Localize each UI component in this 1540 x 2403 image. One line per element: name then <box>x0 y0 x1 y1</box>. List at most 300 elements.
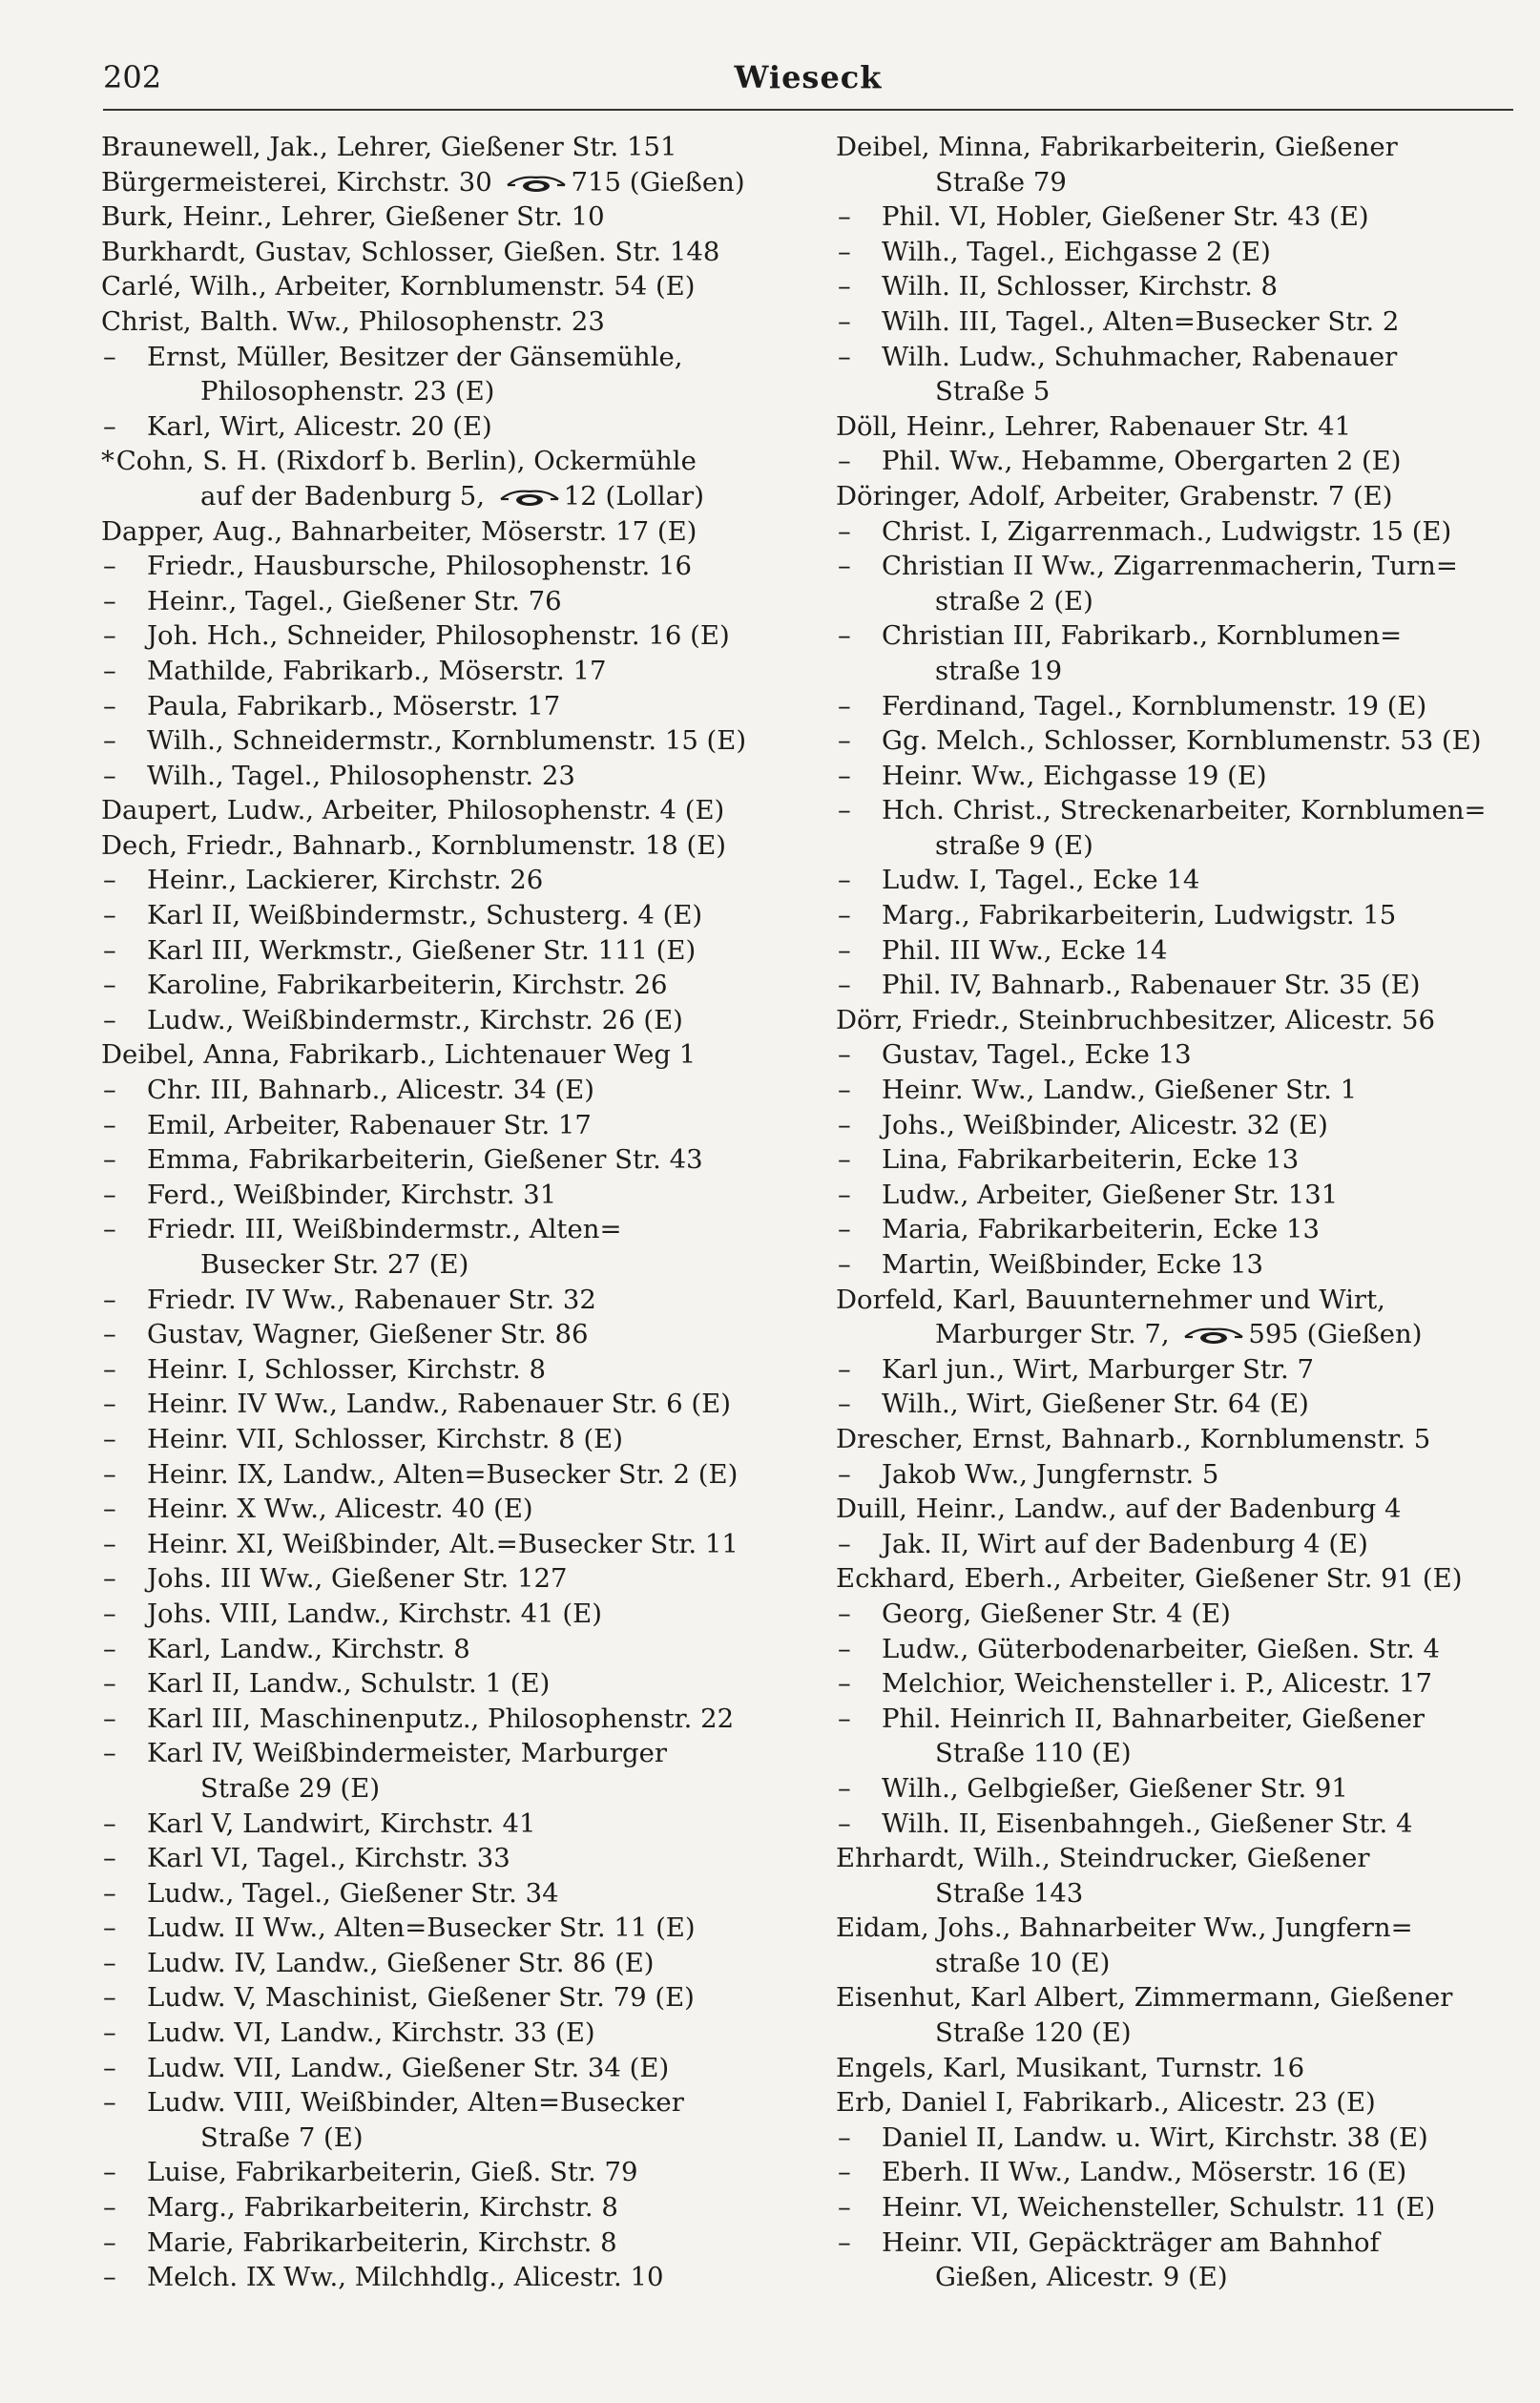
entry-line <box>836 1527 1515 1562</box>
entry-text: auf der Badenburg 5, <box>200 480 493 512</box>
entry-continuation-line <box>101 1247 784 1283</box>
entry-text: Wilh. III, Tagel., Alten=Busecker Str. 2 <box>882 305 1400 337</box>
directory-entry <box>836 479 1515 514</box>
entry-text: Ehrhardt, Wilh., Steindrucker, Gießener <box>836 1843 1370 1874</box>
entry-line <box>836 1841 1515 1876</box>
entry-text: Ernst, Müller, Besitzer der Gänsemühle, <box>147 341 683 372</box>
entry-text: Dech, Friedr., Bahnarb., Kornblumenstr. 18 (E) <box>101 829 726 861</box>
entry-continuation-line <box>836 1876 1515 1912</box>
entry-line <box>101 1702 784 1737</box>
entry-line <box>101 1422 784 1457</box>
entry-line <box>101 1807 784 1842</box>
entry-line <box>101 2085 784 2121</box>
entry-line <box>101 444 784 479</box>
directory-subentry <box>101 1212 784 1282</box>
directory-subentry <box>836 340 1515 409</box>
entry-line <box>101 1317 784 1352</box>
directory-subentry <box>101 2260 784 2295</box>
entry-text: Phil. Heinrich II, Bahnarbeiter, Gießener <box>882 1703 1426 1734</box>
entry-text: Ludw. II Ww., Alten=Busecker Str. 11 (E) <box>147 1912 696 1944</box>
entry-text: Straße 79 <box>935 166 1067 198</box>
directory-subentry <box>836 1247 1515 1283</box>
entry-line <box>836 1142 1515 1178</box>
directory-subentry <box>836 759 1515 794</box>
directory-subentry <box>101 1911 784 1946</box>
directory-subentry <box>836 689 1515 724</box>
entry-line <box>836 1561 1515 1597</box>
directory-subentry <box>101 1108 784 1143</box>
directory-entry <box>101 793 784 828</box>
directory-subentry <box>836 549 1515 618</box>
entry-line <box>836 1666 1515 1702</box>
entry-text: Lina, Fabrikarbeiterin, Ecke 13 <box>882 1144 1300 1176</box>
directory-entry <box>836 1492 1515 1527</box>
directory-subentry <box>836 1178 1515 1213</box>
entry-line <box>836 1283 1515 1318</box>
entry-line <box>101 2051 784 2086</box>
entry-line <box>836 479 1515 514</box>
entry-text: Paula, Fabrikarb., Möserstr. 17 <box>147 690 561 721</box>
entry-text: Phil. III Ww., Ecke 14 <box>882 934 1168 966</box>
directory-entry <box>101 130 784 165</box>
entry-line <box>836 863 1515 898</box>
entry-line <box>836 1807 1515 1842</box>
directory-subentry <box>101 618 784 654</box>
asterisk-marker: * <box>101 446 114 477</box>
entry-line <box>101 1492 784 1527</box>
entry-line <box>101 1387 784 1422</box>
running-title: Wieseck <box>734 59 883 95</box>
directory-subentry <box>836 793 1515 863</box>
directory-subentry <box>101 2155 784 2190</box>
directory-subentry <box>101 933 784 969</box>
directory-subentry <box>836 2225 1515 2295</box>
entry-text: Christian III, Fabrikarb., Kornblumen= <box>882 620 1403 652</box>
entry-line <box>836 444 1515 479</box>
entry-text: Chr. III, Bahnarb., Alicestr. 34 (E) <box>147 1075 594 1106</box>
entry-text: Straße 143 <box>935 1877 1084 1909</box>
entry-text: Heinr. VII, Schlosser, Kirchstr. 8 (E) <box>147 1423 623 1454</box>
directory-subentry <box>836 269 1515 304</box>
entry-continuation-line <box>836 584 1515 619</box>
entry-line <box>101 269 784 304</box>
entry-text: Straße 5 <box>935 376 1051 407</box>
entry-text: Maria, Fabrikarbeiterin, Ecke 13 <box>882 1214 1321 1245</box>
directory-subentry <box>836 618 1515 688</box>
entry-text: Straße 7 (E) <box>200 2121 364 2153</box>
entry-line <box>101 1178 784 1213</box>
directory-subentry <box>101 1561 784 1597</box>
directory-subentry <box>101 2190 784 2225</box>
entry-line <box>101 514 784 550</box>
directory-subentry <box>836 235 1515 270</box>
entry-text: Wilh., Schneidermstr., Kornblumenstr. 15 (E) <box>147 725 747 757</box>
entry-text: Emil, Arbeiter, Rabenauer Str. 17 <box>147 1109 592 1140</box>
entry-continuation-line <box>836 165 1515 200</box>
entry-text: Friedr., Hausbursche, Philosophenstr. 16 <box>147 551 692 582</box>
directory-column-left <box>101 130 784 2295</box>
directory-subentry <box>101 1317 784 1352</box>
directory-entry <box>836 1980 1515 2050</box>
entry-text: Ludw. VII, Landw., Gießener Str. 34 (E) <box>147 2052 670 2083</box>
entry-text: Johs., Weißbinder, Alicestr. 32 (E) <box>882 1109 1328 1140</box>
entry-line <box>101 340 784 375</box>
entry-line <box>101 1946 784 1981</box>
entry-text: Marie, Fabrikarbeiterin, Kirchstr. 8 <box>147 2226 617 2258</box>
entry-text: Heinr. Ww., Landw., Gießener Str. 1 <box>882 1075 1358 1106</box>
directory-entry <box>101 1037 784 1073</box>
entry-text: Gießen, Alicestr. 9 (E) <box>935 2262 1228 2293</box>
entry-text: Karl jun., Wirt, Marburger Str. 7 <box>882 1353 1314 1385</box>
entry-text: Emma, Fabrikarbeiterin, Gießener Str. 43 <box>147 1144 703 1176</box>
entry-text: Karl, Wirt, Alicestr. 20 (E) <box>147 410 492 442</box>
entry-text: Gustav, Wagner, Gießener Str. 86 <box>147 1319 589 1350</box>
entry-text: Christ. I, Zigarrenmach., Ludwigstr. 15 (E) <box>882 515 1452 547</box>
phone-number-text: 12 (Lollar) <box>563 480 704 512</box>
entry-line <box>836 1980 1515 2016</box>
directory-entry <box>101 514 784 550</box>
directory-subentry <box>101 723 784 759</box>
entry-line <box>101 1911 784 1946</box>
entry-text: straße 19 <box>935 655 1063 686</box>
entry-line <box>836 2121 1515 2156</box>
directory-subentry <box>101 1841 784 1876</box>
entry-text: Wilh., Tagel., Eichgasse 2 (E) <box>882 236 1271 267</box>
directory-subentry <box>101 1073 784 1108</box>
entry-text: Christ, Balth. Ww., Philosophenstr. 23 <box>101 305 605 337</box>
entry-text: Ludw., Güterbodenarbeiter, Gießen. Str. 4 <box>882 1633 1440 1664</box>
entry-continuation-line <box>101 374 784 409</box>
directory-subentry <box>101 1666 784 1702</box>
entry-text: Braunewell, Jak., Lehrer, Gießener Str. 151 <box>101 132 677 162</box>
directory-entry <box>836 1003 1515 1038</box>
entry-line <box>836 1178 1515 1213</box>
directory-entry <box>836 2085 1515 2121</box>
directory-subentry <box>101 1142 784 1178</box>
phone-number-text: 595 (Gießen) <box>1248 1319 1423 1350</box>
entry-text: Heinr., Lackierer, Kirchstr. 26 <box>147 865 544 896</box>
entry-text: Heinr. IV Ww., Landw., Rabenauer Str. 6 (E) <box>147 1389 731 1420</box>
directory-subentry <box>101 1387 784 1422</box>
entry-text: Eisenhut, Karl Albert, Zimmermann, Gießener <box>836 1982 1453 2014</box>
directory-subentry <box>101 1492 784 1527</box>
directory-entry <box>836 1422 1515 1457</box>
directory-subentry <box>836 723 1515 759</box>
directory-subentry <box>101 409 784 445</box>
directory-subentry <box>101 1980 784 2016</box>
directory-subentry <box>836 933 1515 969</box>
entry-text: Gustav, Tagel., Ecke 13 <box>882 1039 1192 1071</box>
entry-line <box>101 933 784 969</box>
entry-line <box>101 2260 784 2295</box>
entry-text: Wilh., Gelbgießer, Gießener Str. 91 <box>882 1772 1348 1804</box>
directory-subentry <box>101 1527 784 1562</box>
directory-subentry <box>101 1283 784 1318</box>
entry-text: Döll, Heinr., Lehrer, Rabenauer Str. 41 <box>836 410 1352 442</box>
entry-text: Straße 29 (E) <box>200 1772 381 1804</box>
page-header <box>103 55 1513 111</box>
entry-line <box>101 2225 784 2261</box>
entry-line <box>836 409 1515 445</box>
entry-line <box>101 618 784 654</box>
entry-line <box>101 1632 784 1667</box>
directory-subentry <box>836 1702 1515 1771</box>
entry-text: Jak. II, Wirt auf der Badenburg 4 (E) <box>882 1528 1368 1559</box>
entry-text: Deibel, Anna, Fabrikarb., Lichtenauer Weg 1 <box>101 1039 697 1071</box>
entry-continuation-line <box>101 479 784 514</box>
entry-line <box>836 1457 1515 1493</box>
entry-line <box>101 1666 784 1702</box>
directory-subentry <box>836 1597 1515 1632</box>
directory-subentry <box>101 898 784 933</box>
directory-entry <box>836 1283 1515 1352</box>
entry-text: straße 10 (E) <box>935 1947 1111 1978</box>
entry-line <box>836 1247 1515 1283</box>
entry-line <box>101 863 784 898</box>
entry-text: Karoline, Fabrikarbeiterin, Kirchstr. 26 <box>147 970 668 1001</box>
entry-text: Karl IV, Weißbindermeister, Marburger <box>147 1738 667 1769</box>
entry-text: Ferdinand, Tagel., Kornblumenstr. 19 (E) <box>882 690 1427 721</box>
directory-subentry <box>101 584 784 619</box>
entry-line <box>101 1108 784 1143</box>
entry-text: Daniel II, Landw. u. Wirt, Kirchstr. 38 (E) <box>882 2121 1428 2153</box>
directory-subentry <box>101 2016 784 2051</box>
entry-line <box>836 1597 1515 1632</box>
directory-subentry <box>836 1352 1515 1388</box>
entry-line <box>101 723 784 759</box>
entry-text: Straße 120 (E) <box>935 2017 1132 2049</box>
entry-line <box>836 1492 1515 1527</box>
entry-text: Carlé, Wilh., Arbeiter, Kornblumenstr. 54 (E) <box>101 271 696 303</box>
directory-entry <box>836 1911 1515 1980</box>
entry-line <box>101 165 784 200</box>
entry-text: Johs. III Ww., Gießener Str. 127 <box>147 1563 568 1595</box>
entry-line <box>836 2051 1515 2086</box>
entry-text: Burkhardt, Gustav, Schlosser, Gießen. Str. 148 <box>101 236 720 267</box>
entry-text: Wilh. Ludw., Schuhmacher, Rabenauer <box>882 341 1398 372</box>
entry-line <box>836 340 1515 375</box>
entry-line <box>836 2155 1515 2190</box>
entry-text: Heinr. XI, Weißbinder, Alt.=Busecker Str. 11 <box>147 1528 739 1559</box>
entry-continuation-line <box>836 374 1515 409</box>
entry-text: Melch. IX Ww., Milchhdlg., Alicestr. 10 <box>147 2262 664 2293</box>
entry-line <box>101 2016 784 2051</box>
entry-text: Karl VI, Tagel., Kirchstr. 33 <box>147 1843 510 1874</box>
directory-subentry <box>836 1387 1515 1422</box>
entry-line <box>836 269 1515 304</box>
entry-text: Karl, Landw., Kirchstr. 8 <box>147 1633 470 1664</box>
directory-entry <box>101 304 784 340</box>
telephone-icon <box>1183 1325 1244 1346</box>
directory-subentry <box>836 2121 1515 2156</box>
entry-continuation-line <box>836 828 1515 864</box>
entry-line <box>836 723 1515 759</box>
telephone-icon <box>499 487 560 508</box>
entry-line <box>101 1073 784 1108</box>
entry-text: Phil. IV, Bahnarb., Rabenauer Str. 35 (E) <box>882 970 1421 1001</box>
entry-text: Ludw. IV, Landw., Gießener Str. 86 (E) <box>147 1947 655 1978</box>
entry-text: Daupert, Ludw., Arbeiter, Philosophenstr. 4 (E) <box>101 795 725 826</box>
directory-subentry <box>101 968 784 1003</box>
directory-subentry <box>836 1142 1515 1178</box>
directory-subentry <box>101 759 784 794</box>
entry-text: Georg, Gießener Str. 4 (E) <box>882 1598 1231 1629</box>
entry-text: Cohn, S. H. (Rixdorf b. Berlin), Ockermühle <box>115 446 697 477</box>
entry-continuation-line <box>836 2260 1515 2295</box>
entry-line <box>836 1037 1515 1073</box>
entry-line <box>101 1597 784 1632</box>
phone-number-text: 715 (Gießen) <box>571 166 745 198</box>
entry-text: Heinr., Tagel., Gießener Str. 76 <box>147 585 562 616</box>
entry-text: Ludw., Arbeiter, Gießener Str. 131 <box>882 1179 1339 1210</box>
entry-text: Karl V, Landwirt, Kirchstr. 41 <box>147 1807 536 1839</box>
entry-text: straße 2 (E) <box>935 585 1093 616</box>
entry-text: Joh. Hch., Schneider, Philosophenstr. 16 (E) <box>147 620 730 652</box>
entry-text: Ludw. V, Maschinist, Gießener Str. 79 (E) <box>147 1982 695 2014</box>
directory-subentry <box>101 863 784 898</box>
entry-line <box>101 654 784 689</box>
entry-line <box>101 584 784 619</box>
entry-text: Luise, Fabrikarbeiterin, Gieß. Str. 79 <box>147 2157 638 2188</box>
entry-text: Deibel, Minna, Fabrikarbeiterin, Gießener <box>836 132 1398 162</box>
entry-line <box>101 304 784 340</box>
entry-text: Phil. VI, Hobler, Gießener Str. 43 (E) <box>882 201 1369 233</box>
entry-line <box>836 793 1515 828</box>
entry-text: Ludw., Weißbindermstr., Kirchstr. 26 (E) <box>147 1004 683 1035</box>
directory-subentry <box>836 898 1515 933</box>
entry-line <box>101 1876 784 1912</box>
entry-line <box>101 2190 784 2225</box>
directory-subentry <box>101 1003 784 1038</box>
entry-line <box>836 1073 1515 1108</box>
directory-subentry <box>836 1212 1515 1247</box>
entry-line <box>101 1457 784 1493</box>
entry-text: Busecker Str. 27 (E) <box>200 1249 469 1280</box>
directory-subentry <box>836 1527 1515 1562</box>
entry-text: Heinr. VI, Weichensteller, Schulstr. 11 (E) <box>882 2192 1436 2224</box>
directory-subentry <box>101 689 784 724</box>
entry-text: Marg., Fabrikarbeiterin, Kirchstr. 8 <box>147 2192 618 2224</box>
entry-line <box>101 1527 784 1562</box>
entry-line <box>101 1980 784 2016</box>
entry-text: Ludw., Tagel., Gießener Str. 34 <box>147 1877 559 1909</box>
entry-text: Friedr. IV Ww., Rabenauer Str. 32 <box>147 1284 596 1315</box>
entry-line <box>836 2190 1515 2225</box>
entry-line <box>836 130 1515 165</box>
entry-line <box>836 2085 1515 2121</box>
entry-text: Martin, Weißbinder, Ecke 13 <box>882 1249 1263 1280</box>
directory-subentry <box>836 444 1515 479</box>
directory-subentry <box>836 1073 1515 1108</box>
entry-line <box>836 549 1515 584</box>
entry-text: Hch. Christ., Streckenarbeiter, Kornblumen= <box>882 795 1487 826</box>
directory-subentry <box>101 1876 784 1912</box>
directory-entry <box>101 165 784 200</box>
entry-text: Dörr, Friedr., Steinbruchbesitzer, Alicestr. 56 <box>836 1004 1435 1035</box>
directory-subentry <box>836 2190 1515 2225</box>
directory-subentry <box>101 654 784 689</box>
directory-entry <box>836 1561 1515 1597</box>
directory-subentry <box>836 1632 1515 1667</box>
entry-continuation-line <box>101 1771 784 1807</box>
directory-subentry <box>101 1946 784 1981</box>
entry-text: Duill, Heinr., Landw., auf der Badenburg 4 <box>836 1494 1402 1525</box>
directory-subentry <box>101 2225 784 2261</box>
entry-continuation-line <box>836 1736 1515 1771</box>
entry-text: Karl III, Maschinenputz., Philosophenstr. 22 <box>147 1703 735 1734</box>
entry-text: Jakob Ww., Jungfernstr. 5 <box>882 1458 1219 1490</box>
entry-text: Christian II Ww., Zigarrenmacherin, Turn= <box>882 551 1458 582</box>
entry-text: Johs. VIII, Landw., Kirchstr. 41 (E) <box>147 1598 602 1629</box>
entry-line <box>101 1212 784 1247</box>
entry-text: Ludw. VI, Landw., Kirchstr. 33 (E) <box>147 2017 595 2049</box>
entry-continuation-line <box>101 2121 784 2156</box>
entry-line <box>101 759 784 794</box>
entry-continuation-line <box>836 654 1515 689</box>
entry-text: Burk, Heinr., Lehrer, Gießener Str. 10 <box>101 201 605 233</box>
entry-text: Karl II, Landw., Schulstr. 1 (E) <box>147 1668 551 1700</box>
entry-line <box>836 1003 1515 1038</box>
entry-text: Karl III, Werkmstr., Gießener Str. 111 (E) <box>147 934 697 966</box>
entry-text: Dapper, Aug., Bahnarbeiter, Möserstr. 17 (E) <box>101 515 697 547</box>
entry-text: Heinr. IX, Landw., Alten=Busecker Str. 2 (E) <box>147 1458 739 1490</box>
directory-subentry <box>101 1178 784 1213</box>
entry-line <box>101 2155 784 2190</box>
entry-line <box>101 1142 784 1178</box>
entry-line <box>836 1387 1515 1422</box>
entry-text: Wilh. II, Schlosser, Kirchstr. 8 <box>882 271 1279 303</box>
entry-text: Eckhard, Eberh., Arbeiter, Gießener Str. 91 (E) <box>836 1563 1463 1595</box>
telephone-icon <box>506 173 567 194</box>
directory-subentry <box>836 1771 1515 1807</box>
directory-entry <box>836 1841 1515 1911</box>
entry-line <box>836 235 1515 270</box>
directory-column-right <box>836 130 1515 2295</box>
directory-subentry <box>836 1108 1515 1143</box>
entry-text: Marburger Str. 7, <box>935 1319 1178 1350</box>
directory-subentry <box>836 514 1515 550</box>
directory-subentry <box>101 2051 784 2086</box>
entry-continuation-line <box>836 1946 1515 1981</box>
directory-subentry <box>101 1736 784 1806</box>
page-number: 202 <box>103 59 162 95</box>
directory-subentry <box>836 968 1515 1003</box>
directory-subentry <box>101 2085 784 2155</box>
entry-text: Mathilde, Fabrikarb., Möserstr. 17 <box>147 655 607 686</box>
entry-text: Wilh. II, Eisenbahngeh., Gießener Str. 4 <box>882 1807 1413 1839</box>
entry-text: Erb, Daniel I, Fabrikarb., Alicestr. 23 (E) <box>836 2087 1376 2119</box>
entry-text: Melchior, Weichensteller i. P., Alicestr. 17 <box>882 1668 1433 1700</box>
entry-line <box>836 933 1515 969</box>
directory-subentry <box>101 549 784 584</box>
entry-text: Phil. Ww., Hebamme, Obergarten 2 (E) <box>882 446 1402 477</box>
directory-entry <box>836 409 1515 445</box>
entry-text: straße 9 (E) <box>935 829 1093 861</box>
directory-subentry <box>836 1807 1515 1842</box>
entry-text: Karl II, Weißbindermstr., Schusterg. 4 (E) <box>147 900 703 931</box>
directory-subentry <box>836 1457 1515 1493</box>
directory-entry <box>836 130 1515 199</box>
entry-text: Friedr. III, Weißbindermstr., Alten= <box>147 1214 622 1245</box>
entry-line <box>836 759 1515 794</box>
entry-line <box>101 1283 784 1318</box>
entry-text: Bürgermeisterei, Kirchstr. 30 <box>101 166 501 198</box>
entry-line <box>836 199 1515 235</box>
directory-subentry <box>101 340 784 409</box>
directory-subentry <box>101 1352 784 1388</box>
directory-subentry <box>101 1457 784 1493</box>
entry-text: Eidam, Johs., Bahnarbeiter Ww., Jungfern= <box>836 1912 1413 1944</box>
